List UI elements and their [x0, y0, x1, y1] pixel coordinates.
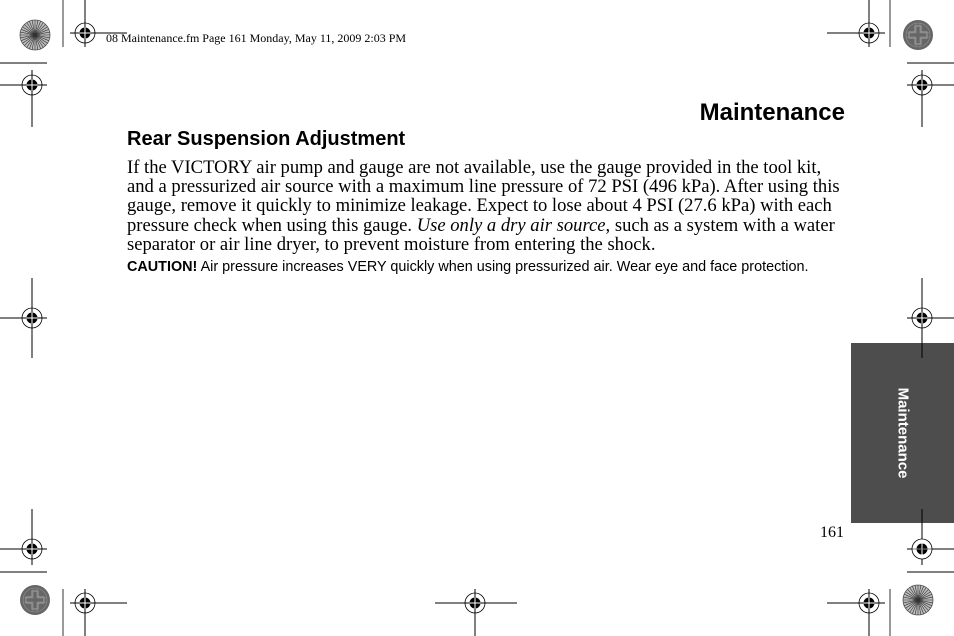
pattern-mark-top-right	[903, 20, 933, 50]
paragraph-text-end: , such as a system with a water separator or air line dryer, to prevent moisture from entering the shock.	[127, 214, 835, 255]
starburst-mark-bottom-right	[903, 585, 933, 615]
side-tab-label: Maintenance	[894, 387, 912, 479]
caution-note	[127, 259, 847, 275]
file-header-info: 08 Maintenance.fm Page 161 Monday, May 11, 2009 2:03 PM	[106, 31, 407, 45]
body-paragraph	[127, 158, 847, 254]
caution-text: Air pressure increases VERY quickly when using pressurized air. Wear eye and face protection.	[197, 259, 809, 275]
chapter-title: Maintenance	[699, 99, 845, 126]
section-heading: Rear Suspension Adjustment	[127, 128, 406, 150]
starburst-mark-top-left	[20, 20, 50, 50]
paragraph-emphasis: Use only a dry air source	[416, 214, 606, 236]
pattern-mark-bottom-left	[20, 585, 50, 615]
chapter-side-tab	[851, 343, 954, 523]
page-number: 161	[820, 524, 844, 541]
paragraph-text-start: If the VICTORY air pump and gauge are not available, use the gauge provided in the tool kit, and a pressurized air source with a maximum line pressure of 72 PSI (496 kPa). After using this gauge, remove it quickly to minimize leakage. Expect to lose about 4 PSI (27.6 kPa) with each pressure check when using this gauge.	[127, 157, 840, 236]
caution-label: CAUTION!	[127, 259, 198, 275]
